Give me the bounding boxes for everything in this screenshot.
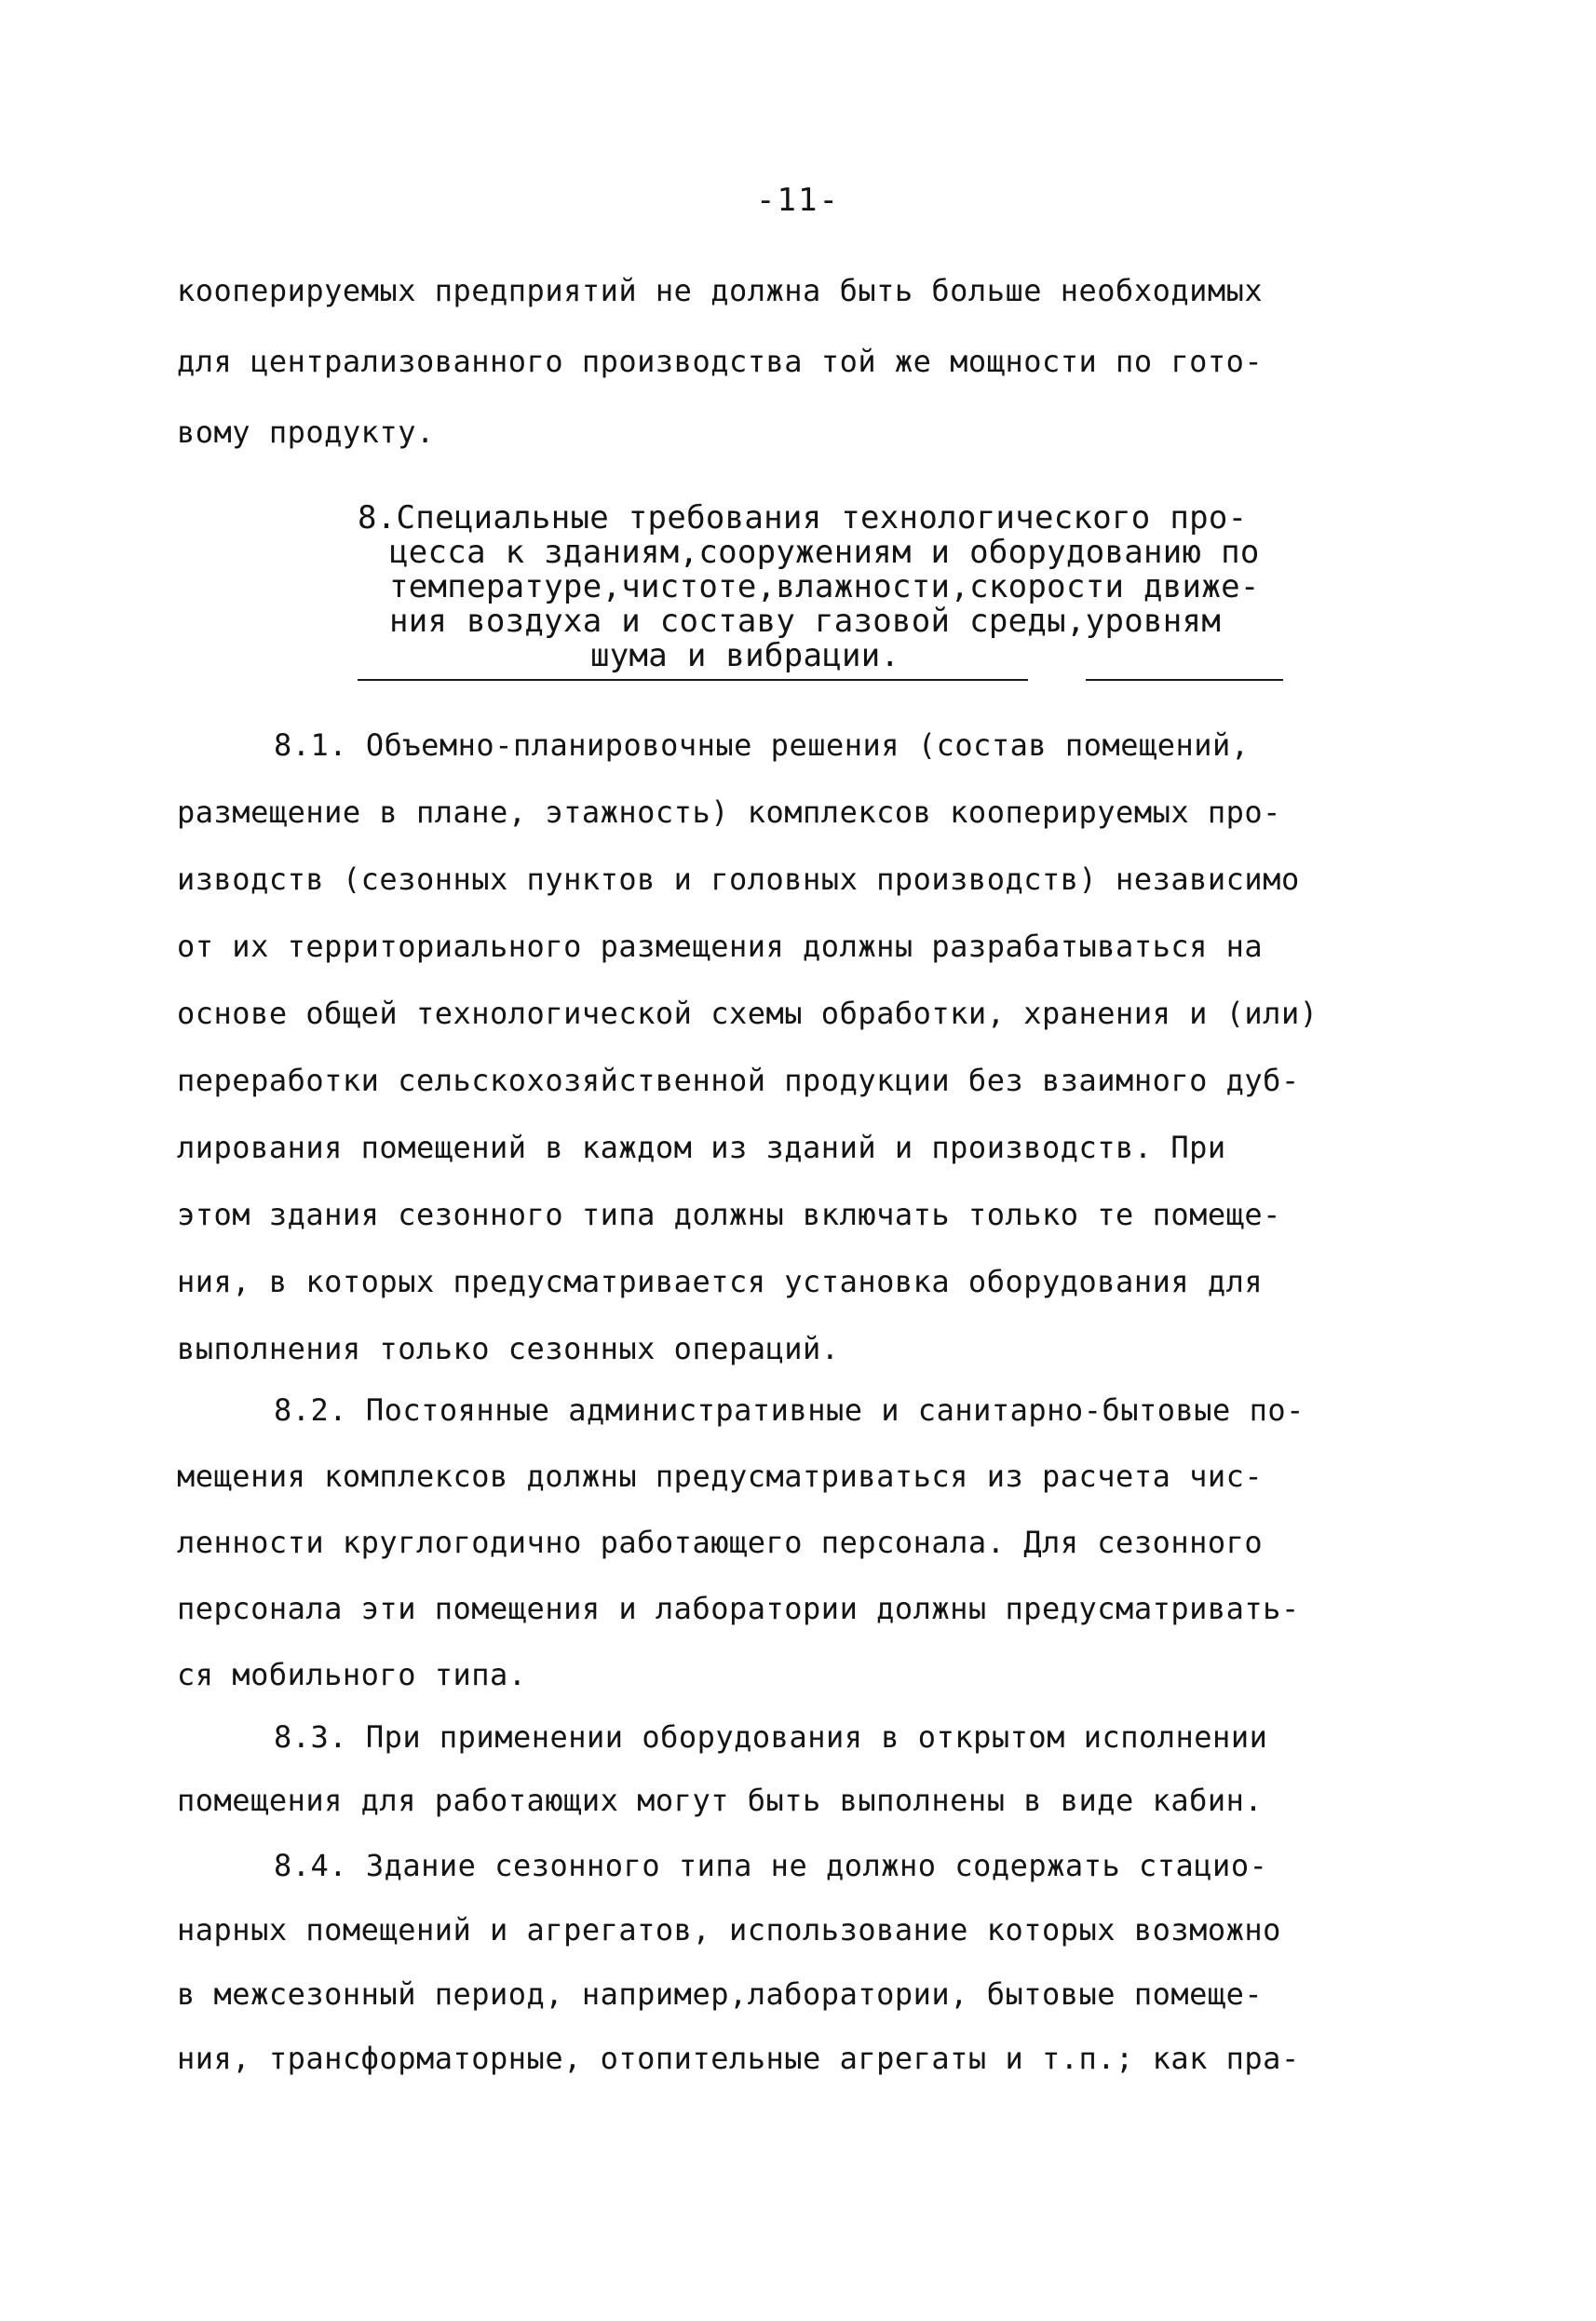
section-heading-line: ния воздуха и составу газовой среды,уровням [389, 603, 1222, 640]
body-line: лирования помещений в каждом из зданий и производств. При [177, 1130, 1226, 1165]
body-line: ния, в которых предусматривается установка оборудования для [177, 1264, 1264, 1299]
body-line: переработки сельскохозяйственной продукции без взаимного дуб- [177, 1063, 1300, 1098]
body-line: 8.2. Постоянные административные и санитарно-бытовые по- [274, 1392, 1305, 1428]
intro-line: вому продукту. [177, 414, 435, 450]
body-line: нарных помещений и агрегатов, использование которых возможно [177, 1912, 1281, 1948]
body-line: ленности круглогодично работающего персонала. Для сезонного [177, 1525, 1264, 1560]
body-line: 8.3. При применении оборудования в открытом исполнении [274, 1719, 1268, 1755]
heading-underline-tail [1086, 679, 1283, 681]
body-line: помещения для работающих могут быть выполнены в виде кабин. [177, 1783, 1264, 1818]
intro-line: кооперируемых предприятий не должна быть больше необходимых [177, 273, 1264, 308]
body-line: мещения комплексов должны предусматриваться из расчета чис- [177, 1459, 1264, 1494]
body-line: изводств (сезонных пунктов и головных производств) независимо [177, 862, 1300, 897]
body-line: размещение в плане, этажность) комплексов кооперируемых про- [177, 794, 1281, 830]
body-line: 8.4. Здание сезонного типа не должно содержать стацио- [274, 1848, 1268, 1883]
section-heading-line: температуре,чистоте,влажности,скорости движе- [389, 568, 1260, 605]
body-line: этом здания сезонного типа должны включать только те помеще- [177, 1197, 1281, 1232]
heading-underline [358, 679, 1028, 681]
body-line: от их территориального размещения должны разрабатываться на [177, 929, 1264, 964]
body-line: 8.1. Объемно-планировочные решения (состав помещений, [274, 727, 1250, 763]
body-line: в межсезонный период, например,лаборатории, бытовые помеще- [177, 1976, 1264, 2012]
body-line: ния, трансформаторные, отопительные агрегаты и т.п.; как пра- [177, 2041, 1300, 2076]
page-number: -11- [756, 182, 840, 219]
section-heading-line: 8.Специальные требования технологического про- [358, 499, 1248, 536]
section-heading-line: цесса к зданиям,сооружениям и оборудованию по [389, 534, 1260, 571]
section-heading-line: шума и вибрации. [590, 637, 900, 674]
body-line: выполнения только сезонных операций. [177, 1331, 840, 1366]
body-line: ся мобильного типа. [177, 1657, 527, 1692]
body-line: персонала эти помещения и лаборатории должны предусматривать- [177, 1591, 1300, 1626]
body-line: основе общей технологической схемы обработки, хранения и (или) [177, 996, 1319, 1031]
intro-line: для централизованного производства той же мощности по гото- [177, 344, 1264, 379]
